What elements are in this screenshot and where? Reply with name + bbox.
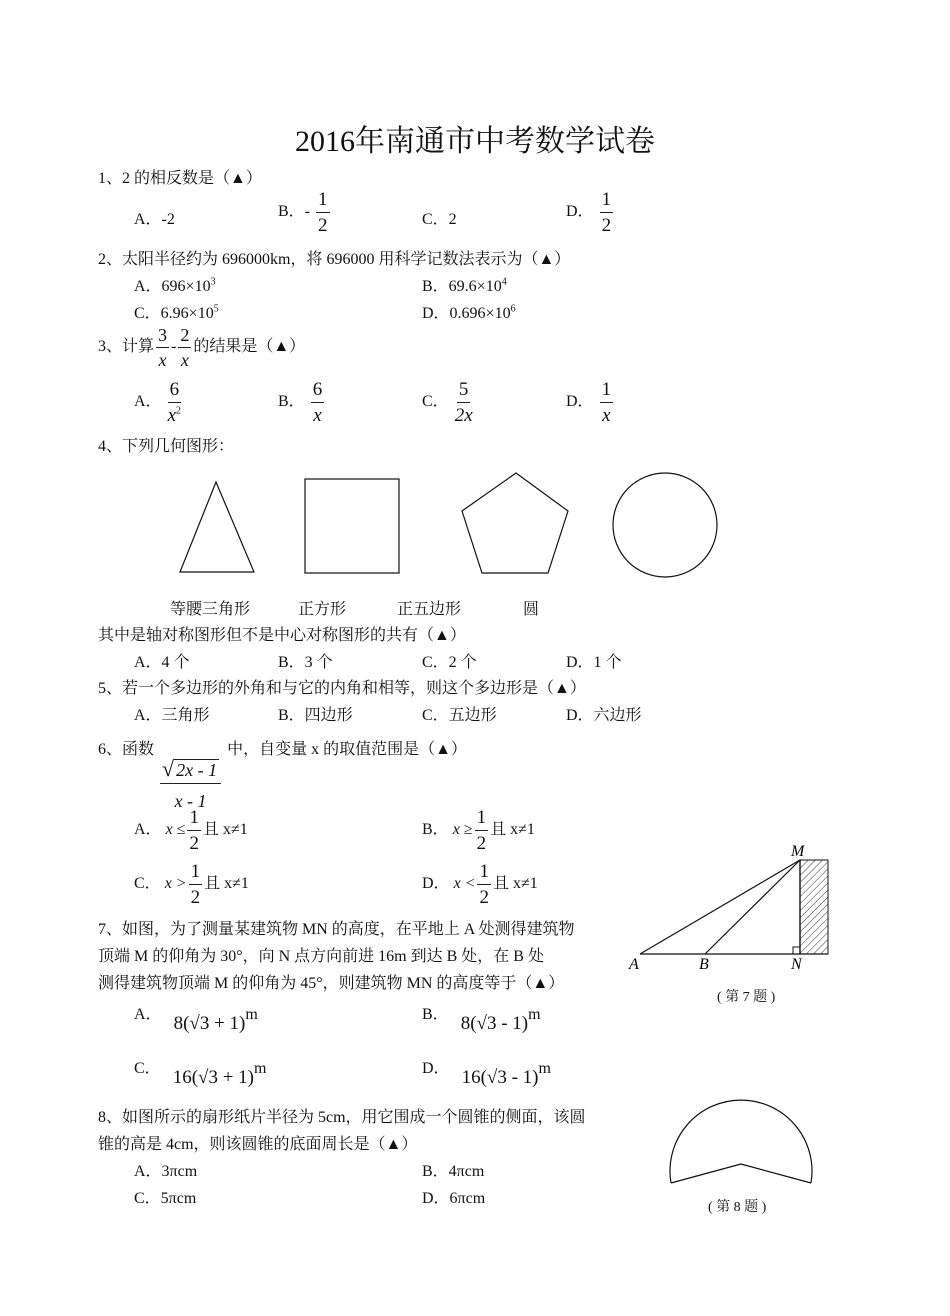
label-b: B — [699, 956, 709, 973]
q1-option-a: A．-2 — [134, 211, 175, 228]
q8-option-d: D．6πcm — [422, 1190, 486, 1207]
sector-radius-right — [741, 1164, 811, 1183]
q7-line3: 测得建筑物顶端 M 的仰角为 45°，则建筑物 MN 的高度等于（▲） — [98, 975, 565, 992]
q7-option-a: A． 8(√3 + 1)m — [134, 1006, 258, 1034]
q8-line1: 8、如图所示的扇形纸片半径为 5cm，用它围成一个圆锥的侧面，该圆 — [98, 1109, 586, 1126]
q8-option-b: B．4πcm — [422, 1163, 485, 1180]
q6-option-b: B． x ≥ $\frac{1}{2}$ 且 x≠1 — [422, 807, 535, 854]
q7-option-d: D． 16(√3 - 1)m — [422, 1060, 551, 1088]
q7-option-b: B． 8(√3 - 1)m — [422, 1006, 541, 1034]
sector-arc — [670, 1100, 812, 1183]
label-n: N — [791, 956, 802, 973]
shape-label-pentagon: 正五边形 — [397, 601, 462, 618]
q6-option-c: C． x > $\frac{1}{2}$ 且 x≠1 — [134, 861, 249, 908]
square-shape — [305, 479, 399, 573]
q3-option-d: D． $\frac{1}{x}$ — [566, 379, 612, 426]
shape-label-isosceles: 等腰三角形 — [170, 601, 251, 618]
q2-stem: 2、太阳半径约为 696000km，将 696000 用科学记数法表示为（▲） — [98, 251, 571, 268]
q2-option-c: C．$6.96\times 10^5$ — [134, 303, 219, 322]
building-hatch — [800, 860, 828, 954]
q2-option-d: D．$0.696\times 10^6$ — [422, 303, 516, 322]
q1-stem: 1、2 的相反数是（▲） — [98, 170, 262, 187]
q4-option-d: D．1 个 — [566, 654, 622, 671]
label-m: M — [791, 843, 805, 860]
shape-label-circle: 圆 — [523, 601, 540, 618]
q5-option-b: B．四边形 — [278, 707, 353, 724]
page-title: 2016年南通市中考数学试卷 — [295, 125, 655, 158]
q7-line1: 7、如图，为了测量某建筑物 MN 的高度，在平地上 A 处测得建筑物 — [98, 921, 575, 938]
q3-option-a: A． $\frac{6}{x^2}$ — [134, 379, 182, 426]
sector-radius-left — [671, 1164, 741, 1183]
q2-option-b: B．$69.6\times 10^4$ — [422, 276, 507, 295]
shape-label-square: 正方形 — [298, 601, 347, 618]
q8-caption: ( 第 8 题 ) — [708, 1200, 767, 1215]
q1-option-c: C．2 — [422, 211, 457, 228]
q5-option-d: D．六边形 — [566, 707, 642, 724]
q3-stem: 3、计算 $\frac{3}{x}$ - $\frac{2}{x}$ 的结果是（▲） — [98, 325, 306, 370]
q5-option-c: C．五边形 — [422, 707, 497, 724]
q8-option-a: A．3πcm — [134, 1163, 198, 1180]
q4-option-b: B．3 个 — [278, 654, 333, 671]
q1-option-d: D． $\frac{1}{2}$ — [566, 189, 612, 236]
q7-caption: ( 第 7 题 ) — [717, 990, 776, 1005]
q4-stem: 4、下列几何图形： — [98, 438, 235, 455]
q4-option-a: A．4 个 — [134, 654, 190, 671]
q4-shapes-figure — [170, 465, 730, 590]
q6-option-d: D． x < $\frac{1}{2}$ 且 x≠1 — [422, 861, 538, 908]
q1-option-b: B．- $\frac{1}{2}$ — [278, 189, 328, 236]
q5-option-a: A．三角形 — [134, 707, 210, 724]
q4-question: 其中是轴对称图形但不是中心对称图形的共有（▲） — [98, 627, 466, 644]
q3-option-c: C． $\frac{5}{2x}$ — [422, 379, 473, 426]
isosceles-triangle-shape — [180, 482, 254, 572]
circle-shape — [613, 473, 717, 577]
q3-option-b: B． $\frac{6}{x}$ — [278, 379, 323, 426]
q7-figure — [625, 838, 845, 978]
q7-option-c: C． 16(√3 + 1)m — [134, 1060, 267, 1088]
q8-sector-figure — [660, 1095, 820, 1195]
right-angle-mark — [793, 947, 800, 954]
q2-option-a: A．$696\times 10^3$ — [134, 276, 216, 295]
q4-option-c: C．2 个 — [422, 654, 477, 671]
q8-option-c: C．5πcm — [134, 1190, 197, 1207]
q6-option-a: A． x ≤ $\frac{1}{2}$ 且 x≠1 — [134, 807, 248, 854]
q8-line2: 锥的高是 4cm，则该圆锥的底面周长是（▲） — [98, 1136, 418, 1153]
label-a: A — [629, 956, 639, 973]
pentagon-shape — [462, 473, 568, 573]
q7-line2: 顶端 M 的仰角为 30°，向 N 点方向前进 16m 到达 B 处，在 B 处 — [98, 948, 544, 965]
q6-stem: 6、函数 $\frac{√ 2x - 1}{x - 1}$ 中，自变量 x 的取值范围是（▲） — [98, 741, 467, 811]
q5-stem: 5、若一个多边形的外角和与它的内角和相等，则这个多边形是（▲） — [98, 680, 586, 697]
